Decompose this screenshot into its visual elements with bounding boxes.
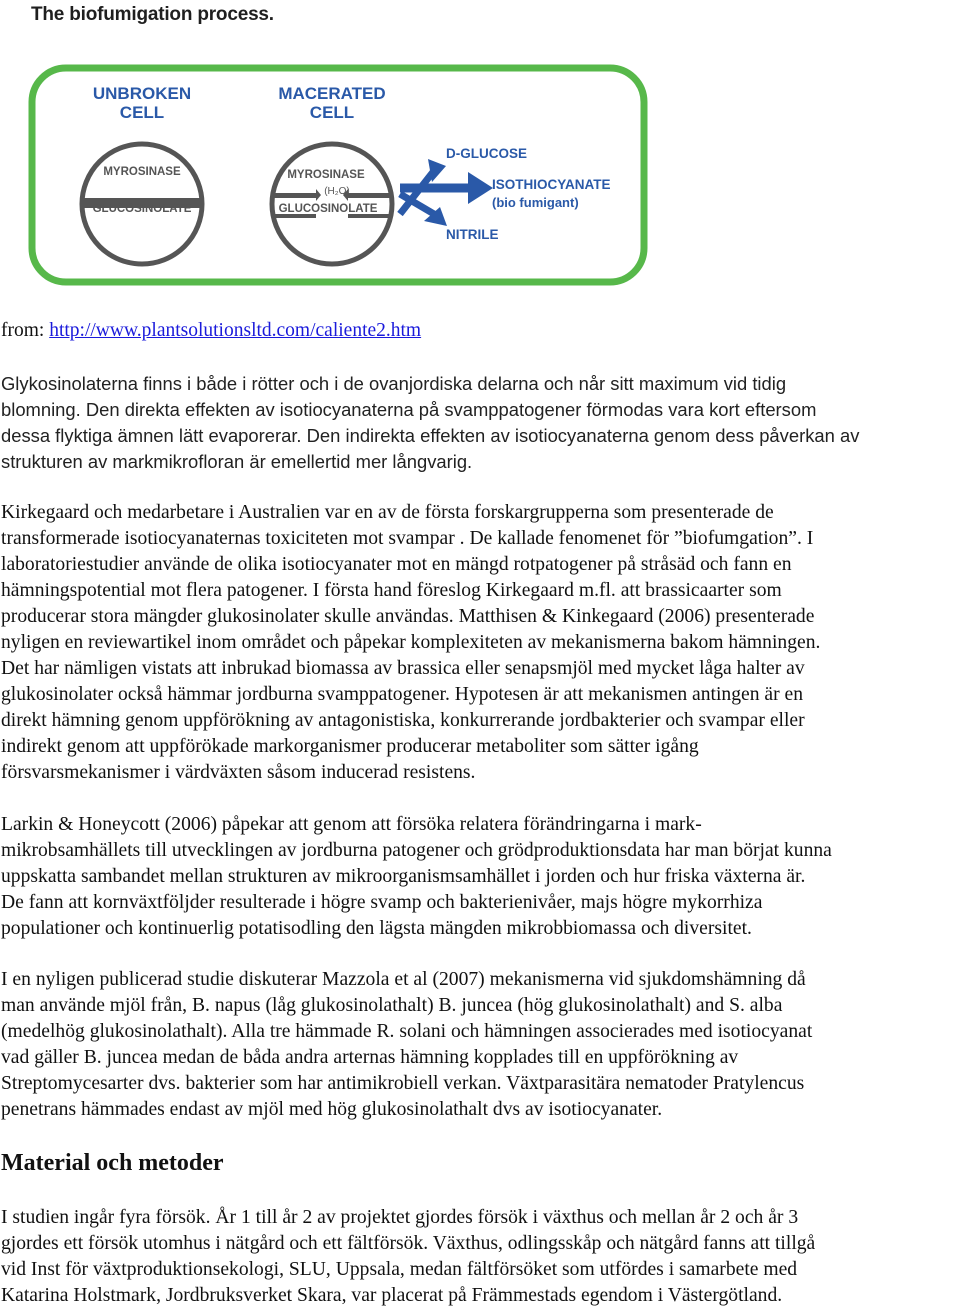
reaction-arrows bbox=[400, 159, 493, 226]
p4-line: vad gäller B. juncea medan de båda andra arternas hämning kopplades till en uppförökning av bbox=[1, 1047, 739, 1068]
unbroken-glucosinolate: GLUCOSINOLATE bbox=[92, 203, 192, 215]
p5-line: gjordes ett försök utomhus i nätgård och ett fältförsök. Växthus, odlingsskåp och nätgård fanns att tillgå bbox=[1, 1233, 816, 1254]
p1-line: dessa flyktiga ämnen lätt evaporerar. Den indirekta effekten av isotiocyanaterna genom dess påverkan av bbox=[1, 425, 860, 446]
h2o-label: (H₂O) bbox=[324, 186, 350, 197]
nitrile-label: NITRILE bbox=[446, 227, 499, 242]
paragraph-5 bbox=[1, 1205, 959, 1309]
p4-line: man använde mjöl från, B. napus (låg glukosinolathalt) B. juncea (hög glukosinolathalt) and S. alba bbox=[1, 995, 783, 1016]
unbroken-cell bbox=[82, 84, 202, 264]
p1-line: blomning. Den direkta effekten av isotiocyanaterna på svamppatogener förmodas vara kort eftersom bbox=[1, 399, 817, 420]
p2-line: glukosinolater också hämmar jordburna svamppatogener. Hypotesen är att mekanismen antingen är en bbox=[1, 684, 804, 705]
biofumigation-diagram bbox=[28, 64, 648, 286]
p2-line: producerar stora mängder glukosinolater skulle användas. Matthisen & Kinkegaard (2006) presenterade bbox=[1, 606, 815, 627]
p4-line: (medelhög glukosinolathalt). Alla tre hämmade R. solani och hämningen associerades med isotiocyanat bbox=[1, 1021, 813, 1042]
p1-line: Glykosinolaterna finns i både i rötter och i de ovanjordiska delarna och når sitt maximum vid tidig bbox=[1, 373, 787, 394]
source-prefix: from: bbox=[1, 320, 50, 341]
paragraph-4 bbox=[1, 967, 959, 1123]
p3-line: uppskatta sambandet mellan strukturen av mikroorganismsamhället i jorden och hur friska växterna är. bbox=[1, 866, 806, 887]
p2-line: direkt hämning genom uppförökning av antagonistiska, konkurrerande jordbakterier och svampar eller bbox=[1, 710, 805, 731]
unbroken-label-line1: UNBROKEN bbox=[92, 84, 192, 103]
p4-line: I en nyligen publicerad studie diskuterar Mazzola et al (2007) mekanismerna vid sjukdomshämning då bbox=[1, 969, 806, 990]
macerated-glucosinolate: GLUCOSINOLATE bbox=[278, 203, 378, 215]
source-line bbox=[1, 320, 421, 342]
p3-line: populationer och kontinuerlig potatisodling den lägsta mängden mikrobbiomassa och diversitet. bbox=[1, 918, 752, 939]
p5-line: Katarina Holstmark, Jordbruksverket Skara, var placerat på Främmestads egendom i Västergötland. bbox=[1, 1285, 783, 1306]
macerated-cell bbox=[272, 84, 392, 264]
section-heading: Material och metoder bbox=[1, 1150, 224, 1176]
macerated-label-line2: CELL bbox=[309, 103, 355, 122]
p1-line: strukturen av markmikrofloran är emellertid mer långvarig. bbox=[1, 451, 473, 472]
bio-fumigant-label: (bio fumigant) bbox=[492, 195, 579, 210]
p2-line: transformerade isotiocyanaternas toxiciteten mot svampar . De kallade fenomenet för ”biofumgation”. I bbox=[1, 528, 814, 549]
unbroken-myrosinase: MYROSINASE bbox=[103, 166, 181, 178]
p2-line: nyligen en reviewartikel inom området och påpekar komplexiteten av mekanismerna bakom hämningen. bbox=[1, 632, 821, 653]
p5-line: vid Inst för växtproduktionsekologi, SLU, Uppsala, medan fältförsöket som utfördes i samarbete med bbox=[1, 1259, 798, 1280]
figure-title: The biofumigation process. bbox=[31, 4, 274, 25]
d-glucose-label: D-GLUCOSE bbox=[446, 146, 527, 161]
p3-line: mikrobsamhällets till utvecklingen av jordburna patogener och grödproduktionsdata har man börjat kunna bbox=[1, 840, 832, 861]
p3-line: De fann att kornväxtföljder resulterade i högre svamp och bakterienivåer, majs högre mykorrhiza bbox=[1, 892, 763, 913]
p2-line: indirekt genom att uppförökade markorganismer producerar metaboliter som sätter igång bbox=[1, 736, 699, 757]
paragraph-3 bbox=[1, 812, 959, 942]
macerated-label-line1: MACERATED bbox=[278, 84, 386, 103]
source-link[interactable]: http://www.plantsolutionsltd.com/caliente2.htm bbox=[49, 320, 422, 341]
p3-line: Larkin & Honeycott (2006) påpekar att genom att försöka relatera förändringarna i mark- bbox=[1, 814, 702, 835]
paragraph-1 bbox=[1, 371, 957, 475]
isothiocyanate-label: ISOTHIOCYANATE bbox=[492, 177, 611, 192]
paragraph-2 bbox=[1, 500, 959, 786]
macerated-myrosinase: MYROSINASE bbox=[287, 169, 365, 181]
p2-line: laboratoriestudier använde de olika isotiocyanater mot en mängd rotpatogener på stråsäd och fann en bbox=[1, 554, 792, 575]
p2-line: Det har nämligen vistats att inbrukad biomassa av brassica eller senapsmjöl med mycket låga halter av bbox=[1, 658, 805, 679]
unbroken-label-line2: CELL bbox=[119, 103, 165, 122]
p5-line: I studien ingår fyra försök. År 1 till år 2 av projektet gjordes försök i växthus och mellan år 2 och år 3 bbox=[1, 1207, 799, 1228]
p2-line: hämningspotential mot flera patogener. I första hand föreslog Kirkegaard m.fl. att brassicaarter som bbox=[1, 580, 782, 601]
p2-line: försvarsmekanismer i värdväxten såsom inducerad resistens. bbox=[1, 762, 476, 783]
p2-line: Kirkegaard och medarbetare i Australien var en av de första forskargrupperna som presenterade de bbox=[1, 502, 774, 523]
p4-line: penetrans hämmades endast av mjöl med hög glukosinolathalt dvs av isotiocyanater. bbox=[1, 1099, 663, 1120]
p4-line: Streptomycesarter dvs. bakterier som har antimikrobiell verkan. Växtparasitära nematoder Pratylencus bbox=[1, 1073, 805, 1094]
